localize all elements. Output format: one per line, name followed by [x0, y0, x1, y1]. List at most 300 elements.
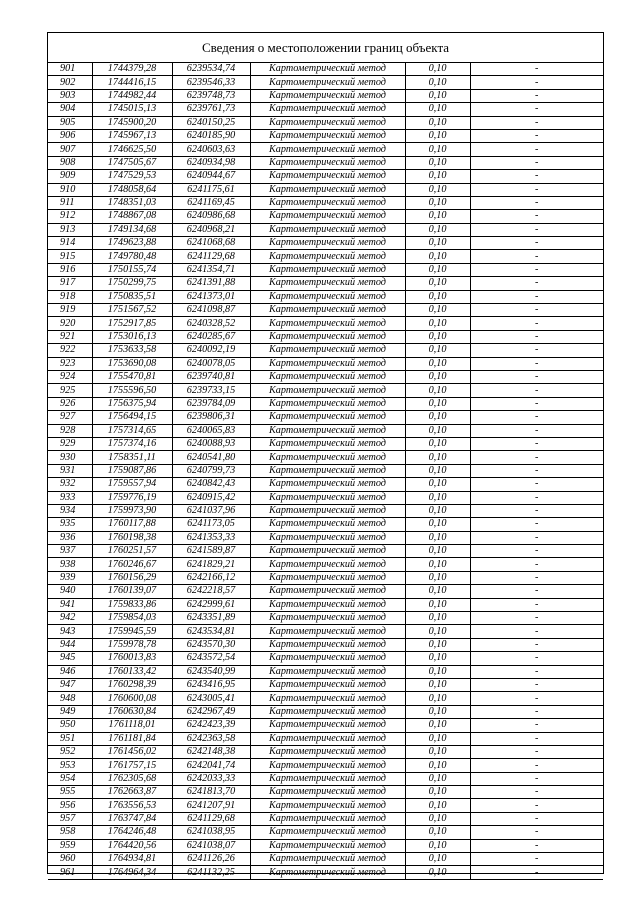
description-cell: -	[470, 170, 603, 183]
description-cell: -	[470, 437, 603, 450]
point-number-cell: 931	[48, 464, 92, 477]
x-coordinate-cell: 1753633,58	[92, 344, 172, 357]
x-coordinate-cell: 1744416,15	[92, 76, 172, 89]
x-coordinate-cell: 1761456,02	[92, 745, 172, 758]
x-coordinate-cell: 1745015,13	[92, 103, 172, 116]
y-coordinate-cell: 6243572,54	[172, 652, 250, 665]
y-coordinate-cell: 6241037,96	[172, 504, 250, 517]
y-coordinate-cell: 6241175,61	[172, 183, 250, 196]
method-cell: Картометрический метод	[250, 518, 405, 531]
accuracy-cell: 0,10	[405, 571, 470, 584]
y-coordinate-cell: 6242423,39	[172, 719, 250, 732]
x-coordinate-cell: 1753016,13	[92, 330, 172, 343]
point-number-cell: 925	[48, 384, 92, 397]
description-cell: -	[470, 772, 603, 785]
method-cell: Картометрический метод	[250, 263, 405, 276]
y-coordinate-cell: 6240150,25	[172, 116, 250, 129]
description-cell: -	[470, 103, 603, 116]
description-cell: -	[470, 719, 603, 732]
accuracy-cell: 0,10	[405, 370, 470, 383]
y-coordinate-cell: 6243416,95	[172, 678, 250, 691]
description-cell: -	[470, 786, 603, 799]
description-cell: -	[470, 424, 603, 437]
method-cell: Картометрический метод	[250, 304, 405, 317]
x-coordinate-cell: 1755470,81	[92, 370, 172, 383]
table-row	[48, 678, 603, 691]
x-coordinate-cell: 1764964,34	[92, 866, 172, 879]
table-row	[48, 745, 603, 758]
accuracy-cell: 0,10	[405, 652, 470, 665]
accuracy-cell: 0,10	[405, 732, 470, 745]
y-coordinate-cell: 6240934,98	[172, 156, 250, 169]
method-cell: Картометрический метод	[250, 678, 405, 691]
y-coordinate-cell: 6241813,70	[172, 786, 250, 799]
description-cell: -	[470, 250, 603, 263]
table-row	[48, 210, 603, 223]
method-cell: Картометрический метод	[250, 156, 405, 169]
description-cell: -	[470, 223, 603, 236]
accuracy-cell: 0,10	[405, 598, 470, 611]
accuracy-cell: 0,10	[405, 451, 470, 464]
table-row	[48, 290, 603, 303]
point-number-cell: 951	[48, 732, 92, 745]
table-row	[48, 839, 603, 852]
description-cell: -	[470, 531, 603, 544]
point-number-cell: 915	[48, 250, 92, 263]
accuracy-cell: 0,10	[405, 558, 470, 571]
x-coordinate-cell: 1749780,48	[92, 250, 172, 263]
x-coordinate-cell: 1763747,84	[92, 812, 172, 825]
description-cell: -	[470, 732, 603, 745]
method-cell: Картометрический метод	[250, 799, 405, 812]
method-cell: Картометрический метод	[250, 772, 405, 785]
coordinates-table	[48, 63, 603, 880]
description-cell: -	[470, 612, 603, 625]
table-row	[48, 156, 603, 169]
accuracy-cell: 0,10	[405, 304, 470, 317]
y-coordinate-cell: 6242363,58	[172, 732, 250, 745]
table-row	[48, 263, 603, 276]
table-row	[48, 585, 603, 598]
method-cell: Картометрический метод	[250, 692, 405, 705]
table-row	[48, 129, 603, 142]
accuracy-cell: 0,10	[405, 183, 470, 196]
y-coordinate-cell: 6239761,73	[172, 103, 250, 116]
accuracy-cell: 0,10	[405, 143, 470, 156]
method-cell: Картометрический метод	[250, 451, 405, 464]
description-cell: -	[470, 451, 603, 464]
accuracy-cell: 0,10	[405, 478, 470, 491]
table-row	[48, 384, 603, 397]
point-number-cell: 927	[48, 411, 92, 424]
y-coordinate-cell: 6241129,68	[172, 250, 250, 263]
method-cell: Картометрический метод	[250, 786, 405, 799]
x-coordinate-cell: 1760298,39	[92, 678, 172, 691]
y-coordinate-cell: 6240541,80	[172, 451, 250, 464]
description-cell: -	[470, 625, 603, 638]
table-row	[48, 612, 603, 625]
x-coordinate-cell: 1760246,67	[92, 558, 172, 571]
description-cell: -	[470, 826, 603, 839]
method-cell: Картометрический метод	[250, 397, 405, 410]
y-coordinate-cell: 6240842,43	[172, 478, 250, 491]
method-cell: Картометрический метод	[250, 63, 405, 76]
description-cell: -	[470, 63, 603, 76]
point-number-cell: 956	[48, 799, 92, 812]
accuracy-cell: 0,10	[405, 692, 470, 705]
x-coordinate-cell: 1748058,64	[92, 183, 172, 196]
y-coordinate-cell: 6241126,26	[172, 853, 250, 866]
x-coordinate-cell: 1750835,51	[92, 290, 172, 303]
accuracy-cell: 0,10	[405, 424, 470, 437]
x-coordinate-cell: 1764246,48	[92, 826, 172, 839]
description-cell: -	[470, 277, 603, 290]
y-coordinate-cell: 6239806,31	[172, 411, 250, 424]
description-cell: -	[470, 692, 603, 705]
x-coordinate-cell: 1762663,87	[92, 786, 172, 799]
x-coordinate-cell: 1759973,90	[92, 504, 172, 517]
description-cell: -	[470, 384, 603, 397]
accuracy-cell: 0,10	[405, 170, 470, 183]
point-number-cell: 909	[48, 170, 92, 183]
x-coordinate-cell: 1759557,94	[92, 478, 172, 491]
method-cell: Картометрический метод	[250, 143, 405, 156]
x-coordinate-cell: 1745900,20	[92, 116, 172, 129]
point-number-cell: 957	[48, 812, 92, 825]
description-cell: -	[470, 853, 603, 866]
y-coordinate-cell: 6240285,67	[172, 330, 250, 343]
accuracy-cell: 0,10	[405, 250, 470, 263]
table-row	[48, 772, 603, 785]
method-cell: Картометрический метод	[250, 344, 405, 357]
table-row	[48, 478, 603, 491]
accuracy-cell: 0,10	[405, 344, 470, 357]
description-cell: -	[470, 812, 603, 825]
description-cell: -	[470, 799, 603, 812]
point-number-cell: 946	[48, 665, 92, 678]
method-cell: Картометрический метод	[250, 531, 405, 544]
description-cell: -	[470, 839, 603, 852]
point-number-cell: 952	[48, 745, 92, 758]
point-number-cell: 928	[48, 424, 92, 437]
method-cell: Картометрический метод	[250, 839, 405, 852]
method-cell: Картометрический метод	[250, 759, 405, 772]
point-number-cell: 955	[48, 786, 92, 799]
point-number-cell: 924	[48, 370, 92, 383]
x-coordinate-cell: 1760117,88	[92, 518, 172, 531]
y-coordinate-cell: 6243534,81	[172, 625, 250, 638]
description-cell: -	[470, 317, 603, 330]
table-row	[48, 545, 603, 558]
accuracy-cell: 0,10	[405, 719, 470, 732]
point-number-cell: 950	[48, 719, 92, 732]
x-coordinate-cell: 1744379,28	[92, 63, 172, 76]
accuracy-cell: 0,10	[405, 384, 470, 397]
description-cell: -	[470, 263, 603, 276]
table-row	[48, 732, 603, 745]
point-number-cell: 936	[48, 531, 92, 544]
point-number-cell: 914	[48, 237, 92, 250]
description-cell: -	[470, 129, 603, 142]
point-number-cell: 943	[48, 625, 92, 638]
y-coordinate-cell: 6239733,15	[172, 384, 250, 397]
accuracy-cell: 0,10	[405, 759, 470, 772]
accuracy-cell: 0,10	[405, 196, 470, 209]
accuracy-cell: 0,10	[405, 317, 470, 330]
method-cell: Картометрический метод	[250, 504, 405, 517]
method-cell: Картометрический метод	[250, 638, 405, 651]
x-coordinate-cell: 1745967,13	[92, 129, 172, 142]
table-row	[48, 116, 603, 129]
description-cell: -	[470, 652, 603, 665]
y-coordinate-cell: 6243570,30	[172, 638, 250, 651]
accuracy-cell: 0,10	[405, 625, 470, 638]
method-cell: Картометрический метод	[250, 732, 405, 745]
point-number-cell: 929	[48, 437, 92, 450]
x-coordinate-cell: 1749623,88	[92, 237, 172, 250]
accuracy-cell: 0,10	[405, 504, 470, 517]
accuracy-cell: 0,10	[405, 638, 470, 651]
table-row	[48, 759, 603, 772]
method-cell: Картометрический метод	[250, 719, 405, 732]
description-cell: -	[470, 585, 603, 598]
x-coordinate-cell: 1760600,08	[92, 692, 172, 705]
table-row	[48, 786, 603, 799]
table-row	[48, 63, 603, 76]
point-number-cell: 944	[48, 638, 92, 651]
description-cell: -	[470, 370, 603, 383]
description-cell: -	[470, 504, 603, 517]
accuracy-cell: 0,10	[405, 518, 470, 531]
x-coordinate-cell: 1753690,08	[92, 357, 172, 370]
table-row	[48, 866, 603, 879]
method-cell: Картометрический метод	[250, 571, 405, 584]
description-cell: -	[470, 866, 603, 879]
table-row	[48, 196, 603, 209]
y-coordinate-cell: 6243005,41	[172, 692, 250, 705]
x-coordinate-cell: 1760198,38	[92, 531, 172, 544]
y-coordinate-cell: 6242041,74	[172, 759, 250, 772]
accuracy-cell: 0,10	[405, 491, 470, 504]
accuracy-cell: 0,10	[405, 156, 470, 169]
x-coordinate-cell: 1746625,50	[92, 143, 172, 156]
y-coordinate-cell: 6240328,52	[172, 317, 250, 330]
page-title: Сведения о местоположении границ объекта	[48, 33, 603, 63]
accuracy-cell: 0,10	[405, 745, 470, 758]
method-cell: Картометрический метод	[250, 237, 405, 250]
x-coordinate-cell: 1756494,15	[92, 411, 172, 424]
table-row	[48, 237, 603, 250]
method-cell: Картометрический метод	[250, 183, 405, 196]
point-number-cell: 917	[48, 277, 92, 290]
x-coordinate-cell: 1748351,03	[92, 196, 172, 209]
point-number-cell: 919	[48, 304, 92, 317]
method-cell: Картометрический метод	[250, 170, 405, 183]
y-coordinate-cell: 6240078,05	[172, 357, 250, 370]
x-coordinate-cell: 1756375,94	[92, 397, 172, 410]
x-coordinate-cell: 1759833,86	[92, 598, 172, 611]
table-row	[48, 330, 603, 343]
table-row	[48, 491, 603, 504]
method-cell: Картометрический метод	[250, 196, 405, 209]
point-number-cell: 937	[48, 545, 92, 558]
table-row	[48, 103, 603, 116]
accuracy-cell: 0,10	[405, 786, 470, 799]
y-coordinate-cell: 6240088,93	[172, 437, 250, 450]
point-number-cell: 939	[48, 571, 92, 584]
table-row	[48, 518, 603, 531]
y-coordinate-cell: 6242148,38	[172, 745, 250, 758]
point-number-cell: 920	[48, 317, 92, 330]
description-cell: -	[470, 156, 603, 169]
accuracy-cell: 0,10	[405, 357, 470, 370]
point-number-cell: 926	[48, 397, 92, 410]
x-coordinate-cell: 1744982,44	[92, 89, 172, 102]
description-cell: -	[470, 183, 603, 196]
accuracy-cell: 0,10	[405, 545, 470, 558]
method-cell: Картометрический метод	[250, 745, 405, 758]
y-coordinate-cell: 6240799,73	[172, 464, 250, 477]
method-cell: Картометрический метод	[250, 585, 405, 598]
point-number-cell: 902	[48, 76, 92, 89]
method-cell: Картометрический метод	[250, 612, 405, 625]
x-coordinate-cell: 1760156,29	[92, 571, 172, 584]
description-cell: -	[470, 464, 603, 477]
x-coordinate-cell: 1764934,81	[92, 853, 172, 866]
y-coordinate-cell: 6241038,95	[172, 826, 250, 839]
description-cell: -	[470, 344, 603, 357]
y-coordinate-cell: 6240185,90	[172, 129, 250, 142]
description-cell: -	[470, 545, 603, 558]
description-cell: -	[470, 304, 603, 317]
point-number-cell: 959	[48, 839, 92, 852]
x-coordinate-cell: 1759776,19	[92, 491, 172, 504]
description-cell: -	[470, 357, 603, 370]
x-coordinate-cell: 1761118,01	[92, 719, 172, 732]
accuracy-cell: 0,10	[405, 330, 470, 343]
x-coordinate-cell: 1759978,78	[92, 638, 172, 651]
method-cell: Картометрический метод	[250, 705, 405, 718]
accuracy-cell: 0,10	[405, 799, 470, 812]
point-number-cell: 906	[48, 129, 92, 142]
x-coordinate-cell: 1764420,56	[92, 839, 172, 852]
description-cell: -	[470, 491, 603, 504]
point-number-cell: 942	[48, 612, 92, 625]
table-row	[48, 370, 603, 383]
y-coordinate-cell: 6239740,81	[172, 370, 250, 383]
table-row	[48, 638, 603, 651]
y-coordinate-cell: 6240986,68	[172, 210, 250, 223]
table-row	[48, 692, 603, 705]
table-row	[48, 437, 603, 450]
y-coordinate-cell: 6241829,21	[172, 558, 250, 571]
method-cell: Картометрический метод	[250, 545, 405, 558]
table-row	[48, 719, 603, 732]
method-cell: Картометрический метод	[250, 290, 405, 303]
x-coordinate-cell: 1750299,75	[92, 277, 172, 290]
table-row	[48, 317, 603, 330]
description-cell: -	[470, 76, 603, 89]
x-coordinate-cell: 1755596,50	[92, 384, 172, 397]
table-row	[48, 853, 603, 866]
point-number-cell: 958	[48, 826, 92, 839]
y-coordinate-cell: 6241353,33	[172, 531, 250, 544]
description-cell: -	[470, 89, 603, 102]
description-cell: -	[470, 411, 603, 424]
description-cell: -	[470, 678, 603, 691]
y-coordinate-cell: 6241391,88	[172, 277, 250, 290]
accuracy-cell: 0,10	[405, 397, 470, 410]
accuracy-cell: 0,10	[405, 263, 470, 276]
x-coordinate-cell: 1747529,53	[92, 170, 172, 183]
point-number-cell: 948	[48, 692, 92, 705]
point-number-cell: 960	[48, 853, 92, 866]
method-cell: Картометрический метод	[250, 826, 405, 839]
x-coordinate-cell: 1752917,85	[92, 317, 172, 330]
accuracy-cell: 0,10	[405, 76, 470, 89]
method-cell: Картометрический метод	[250, 370, 405, 383]
point-number-cell: 933	[48, 491, 92, 504]
y-coordinate-cell: 6241373,01	[172, 290, 250, 303]
accuracy-cell: 0,10	[405, 612, 470, 625]
accuracy-cell: 0,10	[405, 223, 470, 236]
accuracy-cell: 0,10	[405, 290, 470, 303]
table-row	[48, 705, 603, 718]
y-coordinate-cell: 6242033,33	[172, 772, 250, 785]
point-number-cell: 930	[48, 451, 92, 464]
method-cell: Картометрический метод	[250, 103, 405, 116]
point-number-cell: 938	[48, 558, 92, 571]
method-cell: Картометрический метод	[250, 812, 405, 825]
x-coordinate-cell: 1751567,52	[92, 304, 172, 317]
method-cell: Картометрический метод	[250, 866, 405, 879]
method-cell: Картометрический метод	[250, 384, 405, 397]
table-row	[48, 464, 603, 477]
table-row	[48, 89, 603, 102]
description-cell: -	[470, 143, 603, 156]
x-coordinate-cell: 1760139,07	[92, 585, 172, 598]
point-number-cell: 922	[48, 344, 92, 357]
method-cell: Картометрический метод	[250, 464, 405, 477]
point-number-cell: 911	[48, 196, 92, 209]
y-coordinate-cell: 6243351,89	[172, 612, 250, 625]
method-cell: Картометрический метод	[250, 210, 405, 223]
table-row	[48, 531, 603, 544]
y-coordinate-cell: 6242218,57	[172, 585, 250, 598]
method-cell: Картометрический метод	[250, 853, 405, 866]
description-cell: -	[470, 518, 603, 531]
method-cell: Картометрический метод	[250, 491, 405, 504]
accuracy-cell: 0,10	[405, 437, 470, 450]
description-cell: -	[470, 598, 603, 611]
accuracy-cell: 0,10	[405, 705, 470, 718]
accuracy-cell: 0,10	[405, 585, 470, 598]
table-row	[48, 411, 603, 424]
table-row	[48, 812, 603, 825]
table-row	[48, 170, 603, 183]
y-coordinate-cell: 6242967,49	[172, 705, 250, 718]
y-coordinate-cell: 6242166,12	[172, 571, 250, 584]
x-coordinate-cell: 1759854,03	[92, 612, 172, 625]
y-coordinate-cell: 6239784,09	[172, 397, 250, 410]
accuracy-cell: 0,10	[405, 839, 470, 852]
point-number-cell: 947	[48, 678, 92, 691]
accuracy-cell: 0,10	[405, 772, 470, 785]
y-coordinate-cell: 6240944,67	[172, 170, 250, 183]
accuracy-cell: 0,10	[405, 464, 470, 477]
point-number-cell: 941	[48, 598, 92, 611]
x-coordinate-cell: 1750155,74	[92, 263, 172, 276]
